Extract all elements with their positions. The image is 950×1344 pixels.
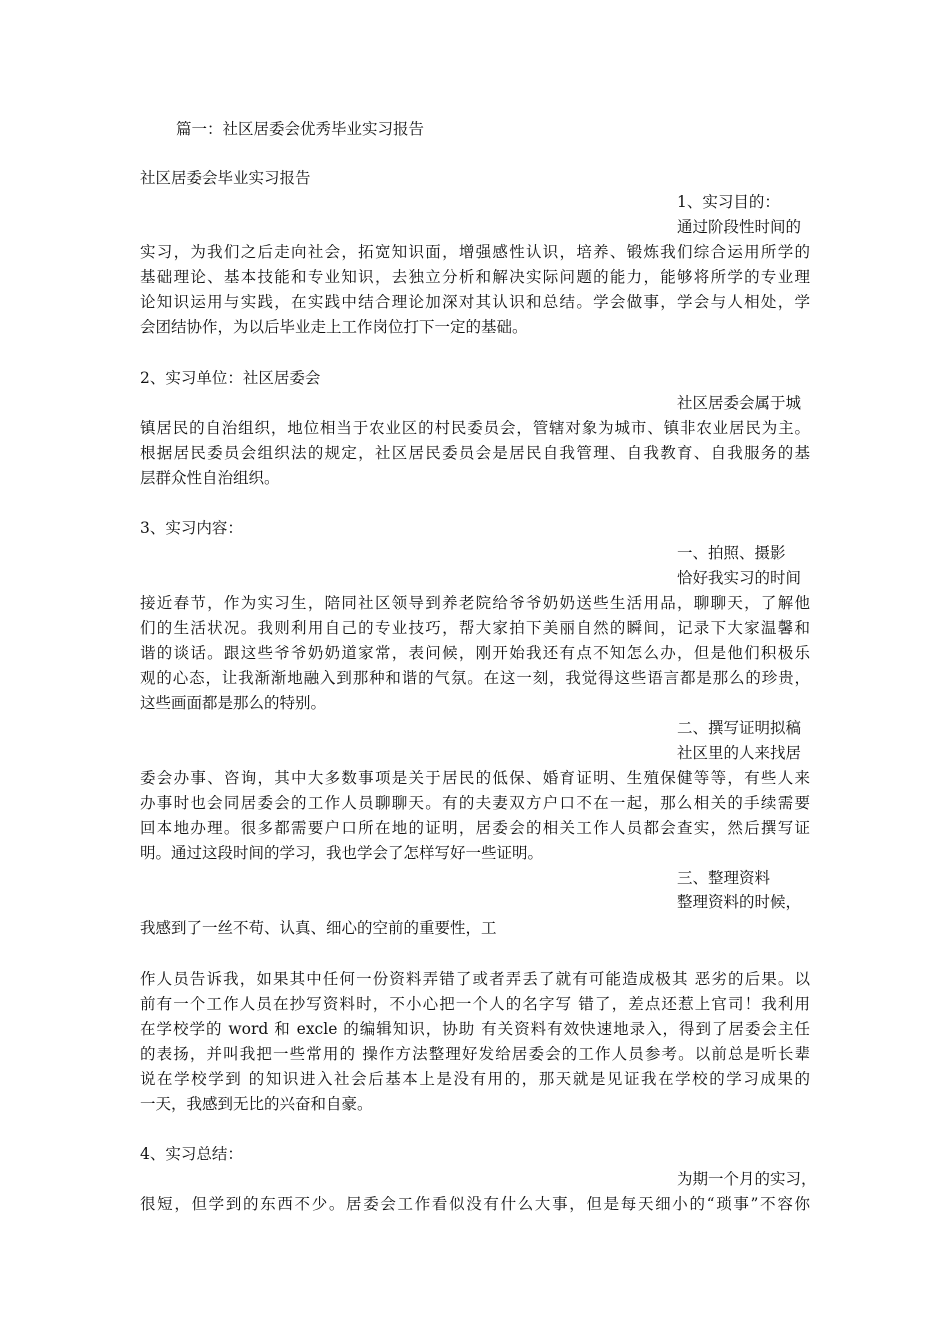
paragraph-line: 前有一个工作人员在抄写资料时，不小心把一个人的名字写 错了，差点还惹上官司！我利用 <box>140 995 810 1013</box>
section-1-title: 1、实习目的： <box>677 193 780 211</box>
paragraph-line: 会团结协作，为以后毕业走上工作岗位打下一定的基础。 <box>140 318 528 336</box>
paragraph-line: 委会办事、咨询，其中大多数事项是关于居民的低保、婚育证明、生殖保健等等，有些人来 <box>140 769 810 787</box>
subsection-certificates-lead: 社区里的人来找居 <box>677 744 802 762</box>
subsection-photography-lead: 恰好我实习的时间 <box>677 569 802 587</box>
subsection-photography-title: 一、拍照、摄影 <box>677 544 786 562</box>
paragraph-line: 我感到了一丝不苟、认真、细心的空前的重要性，工 <box>140 919 497 937</box>
paragraph-line: 谐的谈话。跟这些爷爷奶奶道家常，表问候，刚开始我还有点不知怎么办，但是他们积极乐 <box>140 644 810 662</box>
paragraph-line: 回本地办理。很多都需要户口所在地的证明，居委会的相关工作人员都会查实，然后撰写证 <box>140 819 810 837</box>
paragraph-line: 办事时也会同居委会的工作人员聊聊天。有的夫妻双方户口不在一起，那么相关的手续需要 <box>140 794 810 812</box>
subsection-records-title: 三、整理资料 <box>677 869 771 887</box>
report-title: 社区居委会毕业实习报告 <box>140 169 311 187</box>
document-heading: 篇一：社区居委会优秀毕业实习报告 <box>176 120 425 138</box>
subsection-records-lead: 整理资料的时候， <box>677 893 802 911</box>
section-3-title: 3、实习内容： <box>140 519 243 537</box>
paragraph-line: 基础理论、基本技能和专业知识，去独立分析和解决实际问题的能力，能够将所学的专业理 <box>140 268 810 286</box>
section-4-title: 4、实习总结： <box>140 1145 243 1163</box>
paragraph-line: 明。通过这段时间的学习，我也学会了怎样写好一些证明。 <box>140 844 544 862</box>
paragraph-line: 实习，为我们之后走向社会，拓宽知识面，增强感性认识，培养、锻炼我们综合运用所学的 <box>140 243 810 261</box>
section-2-lead: 社区居委会属于城 <box>677 394 802 412</box>
section-1-lead: 通过阶段性时间的 <box>677 218 802 236</box>
paragraph-line: 观的心态，让我渐渐地融入到那种和谐的气氛。在这一刻，我觉得这些语言都是那么的珍贵， <box>140 669 810 687</box>
paragraph-line: 们的生活状况。我则利用自己的专业技巧，帮大家拍下美丽自然的瞬间，记录下大家温馨和 <box>140 619 810 637</box>
subsection-certificates-title: 二、撰写证明拟稿 <box>677 719 802 737</box>
paragraph-line: 说在学校学到 的知识进入社会后基本上是没有用的，那天就是见证我在学校的学习成果的 <box>140 1070 810 1088</box>
paragraph-line: 镇居民的自治组织，地位相当于农业区的村民委员会，管辖对象为城市、镇非农业居民为主。 <box>140 419 810 437</box>
paragraph-line: 根据居民委员会组织法的规定，社区居民委员会是居民自我管理、自我教育、自我服务的基 <box>140 444 810 462</box>
paragraph-line: 这些画面都是那么的特别。 <box>140 694 327 712</box>
paragraph-line: 在学校学的 word 和 excle 的编辑知识，协助 有关资料有效快速地录入，得到了居委会主任 <box>140 1020 810 1038</box>
paragraph-line: 的表扬，并叫我把一些常用的 操作方法整理好发给居委会的工作人员参考。以前总是听长辈 <box>140 1045 810 1063</box>
section-2-title: 2、实习单位：社区居委会 <box>140 369 321 387</box>
paragraph-line: 作人员告诉我，如果其中任何一份资料弄错了或者弄丢了就有可能造成极其 恶劣的后果。以 <box>140 970 810 988</box>
section-4-lead: 为期一个月的实习， <box>677 1170 817 1188</box>
paragraph-line: 层群众性自治组织。 <box>140 469 280 487</box>
paragraph-line: 接近春节，作为实习生，陪同社区领导到养老院给爷爷奶奶送些生活用品，聊聊天，了解他 <box>140 594 810 612</box>
paragraph-line: 论知识运用与实践，在实践中结合理论加深对其认识和总结。学会做事，学会与人相处，学 <box>140 293 810 311</box>
paragraph-line: 一天，我感到无比的兴奋和自豪。 <box>140 1095 373 1113</box>
paragraph-line: 很短，但学到的东西不少。居委会工作看似没有什么大事，但是每天细小的“琐事”不容你 <box>140 1195 810 1213</box>
